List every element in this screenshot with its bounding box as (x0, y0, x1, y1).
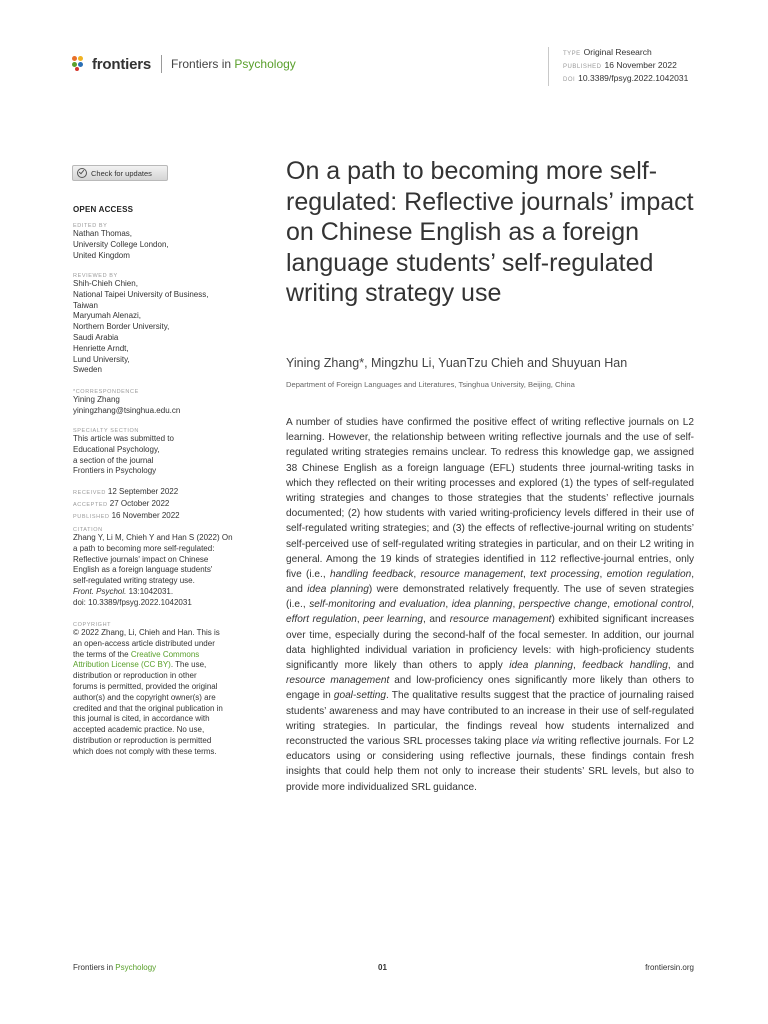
published-value: 16 November 2022 (604, 60, 677, 70)
journal-header (72, 55, 296, 73)
abstract-term: emotion regulation (606, 568, 692, 580)
abstract-text: , (445, 599, 452, 611)
published-row (73, 511, 273, 523)
citation-body: Zhang Y, Li M, Chieh Y and Han S (2022) On a path to becoming more self-regulated: Reflective journals' impact on Chinese English as a foreign language students' self-regulated writing strategy use. (73, 533, 233, 586)
type-value: Original Research (583, 47, 652, 57)
copyright-text-end: . The use, distribution or reproduction in other forums is permitted, provided the original author(s) and the copyright owner(s) are credited and that the original publication in this journal is cited, in accordance with accepted academic practice. No use, distribution or reproduction is permitted which does not comply with these terms. (73, 660, 223, 756)
accepted-label: ACCEPTED (73, 501, 108, 508)
abstract-text: , (356, 614, 364, 626)
check-for-updates-label: Check for updates (91, 168, 152, 178)
abstract-term: feedback handling (582, 660, 668, 671)
abstract-term: resource management (286, 675, 390, 687)
doi-value[interactable]: 10.3389/fpsyg.2022.1042031 (578, 73, 689, 83)
journal-title[interactable] (171, 57, 296, 71)
cc-license-link[interactable]: Creative Commons Attribution License (CC BY) (73, 649, 200, 670)
abstract-term: text processing (530, 568, 600, 580)
citation-journal-line (73, 587, 273, 598)
abstract-text: ) exhibited significant increases over time, especially during the second-half of the focal semester. In addition, our journal data highlighted individual variation in proficiency levels: with high-proficiency students significantly more likely than others to apply (286, 614, 695, 671)
citation-journal: Front. Psychol. (73, 586, 127, 596)
citation-section (73, 527, 273, 609)
abstract-term: via (531, 735, 545, 747)
abstract-text: , (523, 568, 531, 580)
abstract-term: idea planning (451, 599, 513, 611)
accepted-row (73, 499, 273, 511)
header-divider (161, 55, 162, 73)
footer-journal-prefix: Frontiers in (73, 963, 114, 972)
abstract-term: handling feedback (329, 568, 414, 580)
copyright-text-start: © 2022 Zhang, Li, Chieh and Han. This is an open-access article distributed under the terms of the (73, 628, 220, 659)
sidebar-published-label: PUBLISHED (73, 513, 110, 520)
abstract-text: , (607, 599, 614, 611)
accepted-value: 27 October 2022 (109, 498, 170, 508)
edited-by-body: Nathan Thomas, University College London, United Kingdom (73, 229, 169, 260)
copyright-label: COPYRIGHT (73, 622, 112, 628)
correspondence-label: *CORRESPONDENCE (73, 389, 139, 395)
brand-name: frontiers (92, 55, 152, 73)
journal-name: Psychology (234, 57, 296, 71)
abstract-term: perspective change (518, 599, 608, 611)
abstract-term: idea planning (307, 584, 369, 596)
footer-site-link[interactable]: frontiersin.org (645, 963, 694, 972)
author-list[interactable]: Yining Zhang*, Mingzhu Li, YuanTzu Chieh and Shuyuan Han (286, 356, 628, 370)
edited-by-label: EDITED BY (73, 223, 108, 229)
abstract (286, 415, 694, 795)
correspondence-section (73, 389, 273, 417)
abstract-text: ) were demonstrated relatively frequently. The use of seven strategies (i.e., (286, 584, 694, 611)
specialty-body: This article was submitted to Educational Psychology, a section of the journal Frontiers in Psychology (73, 434, 174, 476)
abstract-text: , (413, 568, 421, 580)
abstract-text: writing reflective journals. For L2 educators using or considering using reflective journals, these findings contain fresh insights that could help them not only to increase their students’ SRL levels, but also to provide more individualized SRL guidance. (286, 735, 694, 793)
abstract-term: resource management (420, 568, 524, 580)
type-label: TYPE (563, 51, 581, 57)
received-label: RECEIVED (73, 490, 106, 496)
reviewed-by-section (73, 273, 273, 376)
abstract-term: idea planning (509, 660, 573, 671)
citation-label: CITATION (73, 527, 103, 533)
abstract-text: and low-proficiency ones significantly more likely than others to engage in (286, 675, 694, 702)
abstract-term: emotional control (613, 599, 692, 611)
abstract-term: effort regulation (286, 614, 357, 626)
edited-by-section (73, 223, 273, 261)
footer-journal[interactable] (73, 963, 156, 972)
journal-prefix: Frontiers in (171, 57, 232, 71)
dates-section (73, 487, 273, 522)
correspondence-body[interactable]: Yining Zhang yiningzhang@tsinghua.edu.cn (73, 395, 181, 415)
check-for-updates-button[interactable] (72, 165, 168, 181)
doi-label: DOI (563, 77, 576, 83)
abstract-text: . The qualitative results suggest that the practice of journaling raised students’ awareness and may have contributed to an increase in their use of self-regulated writing strategies. In particular, the findings reveal how students internalized and reconstructed the various SRL processes taking place (286, 690, 694, 747)
page-number: 01 (378, 963, 387, 972)
open-access-label: OPEN ACCESS (73, 205, 134, 214)
abstract-text: , and (667, 660, 695, 671)
abstract-text: , (599, 568, 607, 580)
article-title: On a path to becoming more self-regulated: Reflective journals’ impact on Chinese English as a foreign language students’ self-regulated writing strategy use (286, 157, 694, 308)
published-label: PUBLISHED (563, 64, 602, 70)
abstract-term: resource management (449, 614, 552, 626)
received-value: 12 September 2022 (107, 487, 179, 496)
specialty-label: SPECIALTY SECTION (73, 428, 139, 434)
reviewed-by-body: Shih-Chieh Chien, National Taipei University of Business, Taiwan Maryumah Alenazi, Northern Border University, Saudi Arabia Henriette Arndt, Lund University, Sweden (73, 279, 209, 375)
footer-journal-name: Psychology (115, 963, 157, 972)
abstract-term: peer learning (363, 614, 423, 626)
abstract-text: , and (286, 568, 695, 596)
abstract-term: goal-setting (333, 690, 387, 702)
sidebar-published-value: 16 November 2022 (111, 510, 180, 520)
abstract-text: A number of studies have confirmed the positive effect of writing reflective journals on L2 learning. However, the relationship between writing reflective journals and the use of self-regulated writing strategies remains unclear. To redress this knowledge gap, we assigned 38 Chinese English as a foreign language (EFL) students three journal-writing tasks in which they reflected on their writing processes and explored (1) the types of self-regulated writing strategies and changes to those strategies that the students’ reflective journals documented; (2) how students with varied writing-proficiency levels differed in their use of self-regulated writing strategies; and (3) the effects of reflective-journal writing on students’ self-perceived use of self-regulated writing strategies in particular, and on their L2 writing in general. Among the 19 kinds of strategies identified in 112 reflective-journal entries, only five (i.e., (286, 417, 694, 580)
affiliation: Department of Foreign Languages and Literatures, Tsinghua University, Beijing, China (286, 380, 575, 389)
abstract-text: , (512, 599, 519, 611)
received-row (73, 487, 273, 499)
reviewed-by-label: REVIEWED BY (73, 273, 118, 279)
citation-doi[interactable]: doi: 10.3389/fpsyg.2022.1042031 (73, 597, 192, 607)
abstract-term: self-monitoring and evaluation (309, 599, 446, 611)
abstract-text: , (572, 660, 583, 671)
article-meta (548, 47, 688, 86)
specialty-section (73, 428, 273, 477)
abstract-text: , and (422, 614, 450, 626)
citation-volume: 13:1042031. (126, 586, 174, 596)
check-icon (77, 168, 87, 178)
copyright-body (73, 628, 273, 758)
abstract-text: , (691, 599, 695, 611)
frontiers-logo-icon (72, 56, 88, 72)
copyright-section (73, 622, 273, 758)
